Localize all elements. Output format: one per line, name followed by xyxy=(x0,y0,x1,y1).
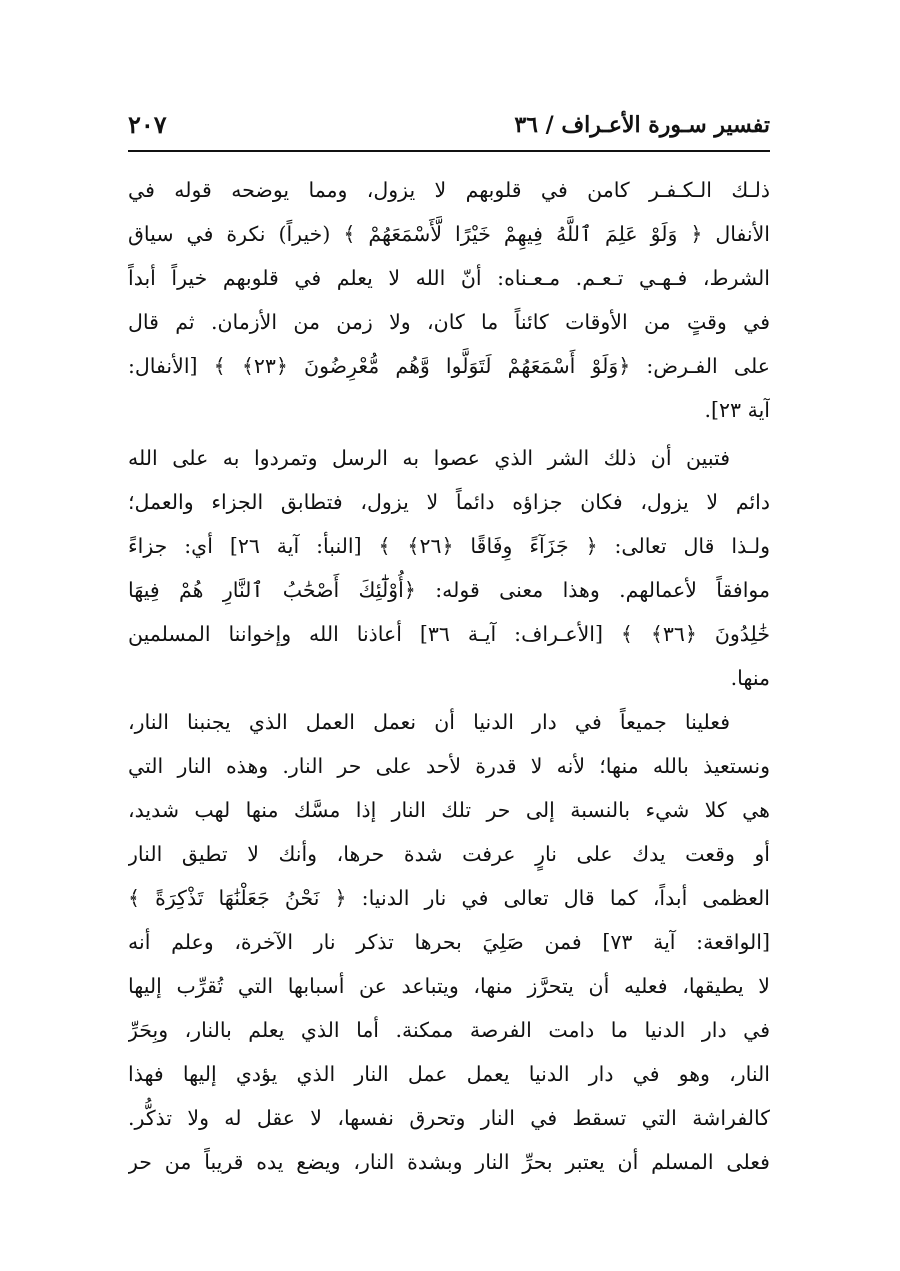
text-line: في وقتٍ من الأوقات كائناً ما كان، ولا زمن من الأزمان. ثم قال xyxy=(128,310,770,334)
running-title: تفسير سـورة الأعـراف / ٣٦ xyxy=(514,112,770,138)
text-line: آية ٢٣]. xyxy=(704,398,770,422)
text-line: فعلينا جميعاً في دار الدنيا أن نعمل العمل الذي يجنبنا النار، xyxy=(128,710,730,734)
paragraph-1 xyxy=(128,168,770,432)
text-line: الشرط، فـهـي تـعـم. مـعـناه: أنّ الله لا يعلم في قلوبهم خيراً أبداً xyxy=(128,266,770,290)
text-line: كالفراشة التي تسقط في النار وتحرق نفسها، لا عقل له ولا تذكُّر. xyxy=(128,1106,770,1130)
text-line: منها. xyxy=(730,666,770,690)
text-line: فتبين أن ذلك الشر الذي عصوا به الرسل وتمردوا به على الله xyxy=(128,446,730,470)
text-line: هي كلا شيء بالنسبة إلى حر تلك النار إذا مسَّك منها لهب شديد، xyxy=(128,798,770,822)
text-line: [الواقعة: آية ٧٣] فمن صَلِيَ بحرها تذكر نار الآخرة، وعلم أنه xyxy=(128,930,770,954)
text-line: موافقاً لأعمالهم. وهذا معنى قوله: ﴿أُوْلَٰٓئِكَ أَصْحَٰبُ ٱلنَّارِ هُمْ فِيهَا xyxy=(128,578,770,602)
text-line: ونستعيذ بالله منها؛ لأنه لا قدرة لأحد على حر النار. وهذه النار التي xyxy=(128,754,770,778)
paragraph-3 xyxy=(128,700,770,1184)
text-line: أو وقعت يدك على نارٍ عرفت شدة حرها، وأنك لا تطيق النار xyxy=(128,842,770,866)
header-rule xyxy=(128,150,770,152)
text-line: خَٰلِدُونَ ﴿٣٦﴾ ﴾ [الأعـراف: آيـة ٣٦] أعاذنا الله وإخواننا المسلمين xyxy=(128,622,770,646)
text-line: دائم لا يزول، فكان جزاؤه دائماً لا يزول، فتطابق الجزاء والعمل؛ xyxy=(128,490,770,514)
text-line: فعلى المسلم أن يعتبر بحرِّ النار وبشدة النار، ويضع يده قريباً من حر xyxy=(128,1150,770,1174)
text-line: النار، وهو في دار الدنيا يعمل عمل النار الذي يؤدي إليها فهذا xyxy=(128,1062,770,1086)
text-line: على الفـرض: ﴿وَلَوْ أَسْمَعَهُمْ لَتَوَلَّوا وَّهُم مُّعْرِضُونَ ﴿٢٣﴾ ﴾ [الأنفال: xyxy=(128,354,770,378)
paragraph-2 xyxy=(128,436,770,700)
text-line: العظمى أبداً، كما قال تعالى في نار الدنيا: ﴿ نَحْنُ جَعَلْنَٰهَا تَذْكِرَةً ﴾ xyxy=(128,886,770,910)
text-line: في دار الدنيا ما دامت الفرصة ممكنة. أما الذي يعلم بالنار، وبِحَرِّ xyxy=(128,1018,770,1042)
page-number: ٢٠٧ xyxy=(128,110,167,139)
text-line: الأنفال ﴿ وَلَوْ عَلِمَ ٱللَّهُ فِيهِمْ خَيْرًا لَّأَسْمَعَهُمْ ﴾ (خيراً) نكرة في سياق xyxy=(128,222,770,246)
text-line: ولـذا قال تعالى: ﴿ جَزَآءً وِفَاقًا ﴿٢٦﴾ ﴾ [النبأ: آية ٢٦] أي: جزاءً xyxy=(128,534,770,558)
text-line: ذلـك الـكـفـر كامن في قلوبهم لا يزول، ومما يوضحه قوله في xyxy=(128,178,770,202)
text-line: لا يطيقها، فعليه أن يتحرَّز منها، ويتباعد عن أسبابها التي تُقرِّب إليها xyxy=(128,974,770,998)
page-header xyxy=(128,104,770,148)
